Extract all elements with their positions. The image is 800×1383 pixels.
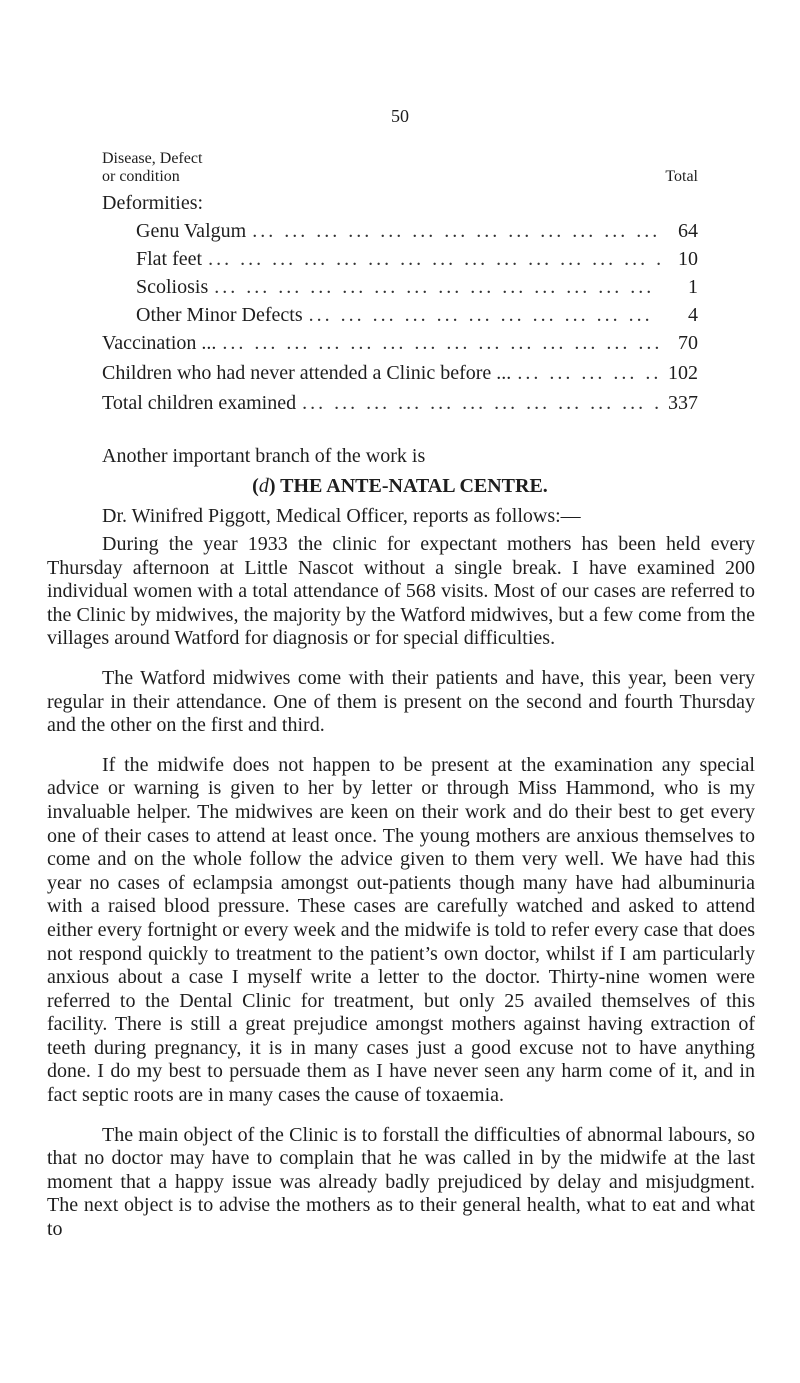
column-header-line-2: or condition <box>102 168 180 185</box>
table-row <box>102 246 698 273</box>
group-heading-deformities: Deformities: <box>102 192 204 214</box>
row-value: 337 <box>668 392 698 414</box>
section-heading-letter: d <box>258 475 269 497</box>
section-heading: (d) THE ANTE-NATAL CENTRE. <box>252 475 548 497</box>
table-row <box>102 360 698 387</box>
leader-dots <box>296 390 660 417</box>
table-row <box>102 390 698 417</box>
intro-line <box>47 445 755 469</box>
row-label: Scoliosis <box>136 276 209 298</box>
row-label: Total children examined <box>102 392 297 414</box>
leader-dots <box>208 274 660 301</box>
table-header <box>102 150 698 190</box>
report-text: Dr. Winifred Piggott, Medical Officer, reports as follows:— <box>102 505 581 527</box>
row-label: Genu Valgum <box>136 220 247 242</box>
row-label: Other Minor Defects <box>136 304 303 326</box>
row-value: 70 <box>678 332 698 354</box>
row-value: 4 <box>688 304 698 326</box>
column-header-line-1: Disease, Defect <box>102 150 203 167</box>
report-body <box>47 533 755 1242</box>
page-number: 50 <box>391 106 409 126</box>
row-label: Vaccination ... <box>102 332 217 354</box>
table-row <box>102 302 698 329</box>
row-value: 102 <box>668 362 698 384</box>
row-label: Children who had never attended a Clinic before ... <box>102 362 512 384</box>
column-header-disease <box>102 150 202 186</box>
paragraph: The Watford midwives come with their patients and have, this year, been very regular in their attendance. One of them is present on the second and fourth Thursday and the other on the first and third. <box>47 666 755 737</box>
row-value: 1 <box>688 276 698 298</box>
leader-dots <box>303 302 660 329</box>
table-row <box>102 218 698 245</box>
table-row <box>102 274 698 301</box>
table-row <box>102 330 698 357</box>
row-label: Flat feet <box>136 248 203 270</box>
column-header-total: Total <box>665 168 698 185</box>
leader-dots <box>246 218 660 245</box>
leader-dots <box>202 246 660 273</box>
report-line <box>47 505 755 529</box>
row-value: 10 <box>678 248 698 270</box>
section-heading-title: THE ANTE-NATAL CENTRE. <box>280 475 548 497</box>
row-value: 64 <box>678 220 698 242</box>
paragraph: If the midwife does not happen to be present at the examination any special advice or warning is given to her by letter or through Miss Hammond, who is my invaluable helper. The midwives are keen on their work and do their best to get every one of their cases to attend at least once. The young mothers are anxious themselves to come and on the whole follow the advice given to them very well. We have had this year no cases of eclampsia amongst out-patients though many have had albuminuria with a raised blood pressure. These cases are carefully watched and asked to attend either every fortnight or every week and the midwife is told to refer every case that does not respond quickly to treatment to the patient’s own doctor, whilst if I am particularly anxious about a case I myself write a letter to the doctor. Thirty-nine women were referred to the Dental Clinic for treatment, but only 25 availed themselves of this facility. There is still a great prejudice amongst mothers against having extraction of teeth during pregnancy, it is in many cases just a good excuse not to have anything done. I do my best to persuade them as I have never seen any harm come of it, and in fact septic roots are in many cases the cause of toxaemia. <box>47 753 755 1107</box>
paragraph: During the year 1933 the clinic for expectant mothers has been held every Thursday afternoon at Little Nascot without a single break. I have examined 200 individual women with a total attendance of 568 visits. Most of our cases are referred to the Clinic by midwives, the majority by the Watford midwives, but a few come from the villages around Watford for diagnosis or for special difficulties. <box>47 533 755 650</box>
leader-dots <box>216 330 660 357</box>
intro-text: Another important branch of the work is <box>102 445 426 467</box>
paragraph: The main object of the Clinic is to forstall the difficulties of abnormal labours, so that no doctor may have to complain that he was called in by the midwife at the last moment that a happy issue was already badly prejudiced by delay and misjudgment. The next object is to advise the mothers as to their general health, what to eat and what to <box>47 1123 755 1241</box>
leader-dots <box>511 360 660 387</box>
